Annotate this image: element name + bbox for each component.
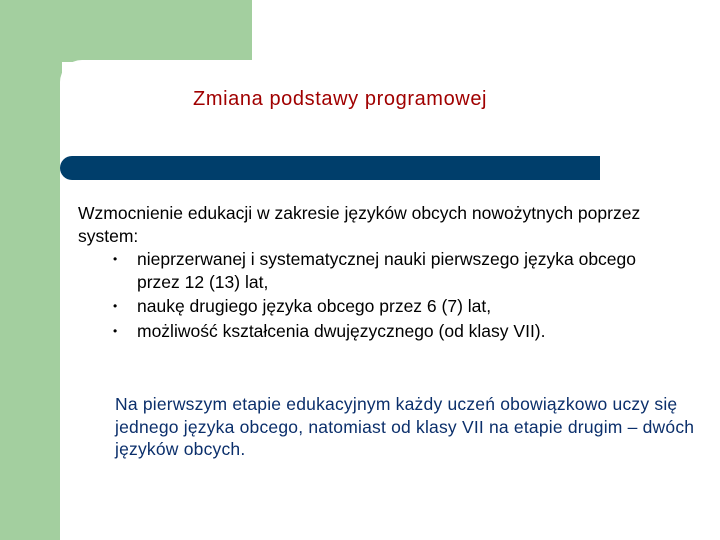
bullet-icon: • xyxy=(113,299,118,313)
bullet-text: możliwość kształcenia dwujęzycznego (od klasy VII). xyxy=(137,320,546,341)
title-divider-bar xyxy=(60,156,600,180)
bullet-icon: • xyxy=(113,252,118,266)
bullet-list xyxy=(78,248,678,342)
bullet-icon: • xyxy=(113,323,118,338)
slide-title: Zmiana podstawy programowej xyxy=(193,88,488,110)
bullet-item xyxy=(78,248,678,293)
intro-text: Wzmocnienie edukacji w zakresie języków obcych nowożytnych poprzez system: xyxy=(78,203,641,246)
slide-body xyxy=(78,202,678,344)
note-paragraph: Na pierwszym etapie edukacyjnym każdy uczeń obowiązkowo uczy się jednego języka obcego, natomiast od klasy VII na etapie drugim – dwóch języków obcych. xyxy=(115,394,695,459)
bullet-item xyxy=(78,320,678,343)
decorative-green-left-band xyxy=(0,0,62,540)
bullet-text: nieprzerwanej i systematycznej nauki pierwszego języka obcego przez 12 (13) lat, xyxy=(137,249,636,292)
bullet-text: naukę drugiego języka obcego przez 6 (7) lat, xyxy=(137,296,492,316)
bullet-item xyxy=(78,295,678,318)
